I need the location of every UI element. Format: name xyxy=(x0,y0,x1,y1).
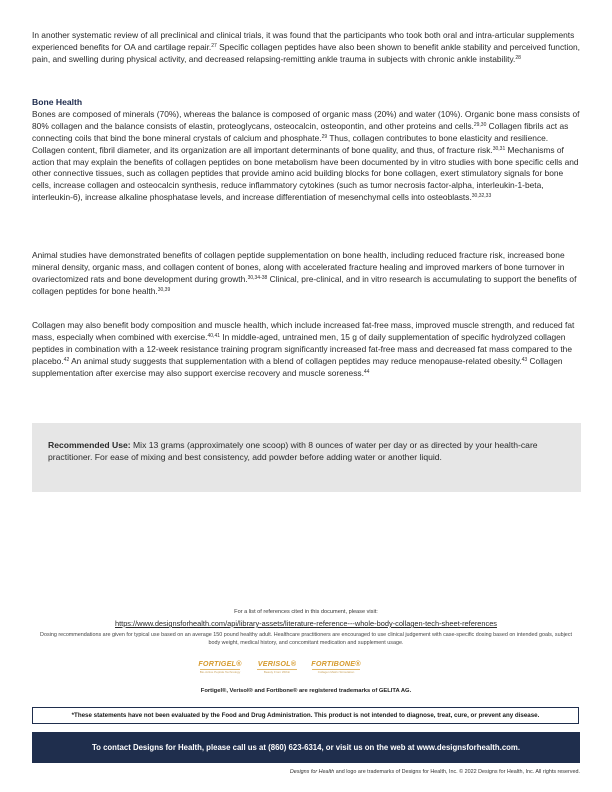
citation: 30,34-38 xyxy=(247,274,268,281)
fortigel-logo: FORTIGEL® Bio-Active Peptide Technology xyxy=(198,659,242,674)
references-link[interactable]: https://www.designsforhealth.com/api/library-assets/literature-reference---whole-body-collagen-tech-sheet-references xyxy=(114,619,498,628)
bone-health-paragraph-2 xyxy=(32,250,580,298)
body-composition-paragraph xyxy=(32,320,580,380)
citation: 30,39 xyxy=(157,286,171,293)
contact-text: To contact Designs for Health, please call us at (860) 623-6314, or visit us on the web at www.designsforhealth.com. xyxy=(91,743,521,752)
bone-text: Thus, collagen contributes to bone elasticity and resilience. Collagen content, fibril diameter, and its organization are all important determinants of bone quality, and thus, of fracture risk. xyxy=(32,132,549,155)
bone-text: Collagen fibrils act as connecting coils that bind the bone mineral crystals of calcium and phosphate. xyxy=(32,120,569,143)
dosing-note: Dosing recommendations are given for typical use based on an average 150 pound healthy adult. Healthcare practitioners are encouraged to use clinical judgement with case-specific dosing based on intended goals, subject body weight, medical history, and concomitant medication and supplement usage. xyxy=(40,632,572,646)
citation: 27 xyxy=(211,42,217,49)
contact-bar xyxy=(32,732,580,763)
recommended-use-text xyxy=(48,439,568,463)
section-heading-bone-health: Bone Health xyxy=(32,97,83,107)
bone-text: Clinical, pre-clinical, and in vitro research is accumulating to support the benefits of collagen peptides for bone health. xyxy=(32,273,577,296)
citation: 43 xyxy=(521,356,528,363)
footer-brand: Designs for Health xyxy=(289,769,335,775)
fda-disclaimer-box xyxy=(32,707,579,724)
trademark-note: Fortigel®, Verisol® and Fortibone® are registered trademarks of GELITA AG. xyxy=(200,688,412,694)
footer-copyright xyxy=(290,769,580,775)
fda-disclaimer-text: *These statements have not been evaluated by the Food and Drug Administration. This product is not intended to diagnose, treat, cure, or prevent any disease. xyxy=(71,712,540,719)
intro-paragraph xyxy=(32,30,580,66)
references-caption: For a list of references cited in this document, please visit: xyxy=(234,609,378,615)
recommended-use-box xyxy=(32,423,581,492)
intro-text-b: Specific collagen peptides have also been shown to benefit ankle stability and perceived function, pain, and swelling during physical activity, and decreased relapsing-remitting ankle trauma in subjects with chronic ankle instability. xyxy=(32,41,580,64)
intro-text-a: In another systematic review of all preclinical and clinical trials, it was found that the participants who took both oral and intra-articular supplements experienced benefits for OA and cartilage repair. xyxy=(32,30,575,52)
footer-rest: and logo are trademarks of Designs for Health, Inc. © 2022 Designs for Health, Inc. All rights reserved. xyxy=(334,769,580,775)
body-comp-text: Collagen may also benefit body composition and muscle health, which include increased fat-free mass, improved muscle strength, and reduced fat mass, especially when combined with exercise. xyxy=(32,320,575,342)
citation: 42 xyxy=(63,356,70,363)
bone-health-section xyxy=(32,97,580,204)
bone-text: Bones are composed of minerals (70%), whereas the balance is composed of organic mass (20%) and water (10%). Organic bone mass consists of 80% collagen and the balance consists of elastin, proteoglycans, osteocalcin, osteopontin, and other proteins and cells. xyxy=(32,108,580,131)
citation: 40,41 xyxy=(207,332,221,339)
body-comp-text: An animal study suggests that supplementation with a blend of collagen peptides may reduce menopause-related obesity. xyxy=(69,355,522,366)
body-comp-text: Collagen supplementation after exercise may also support exercise recovery and muscle soreness. xyxy=(32,355,563,378)
bone-text: Animal studies have demonstrated benefits of collagen peptide supplementation on bone health, including reduced fracture risk, increased bone mineral density, organic mass, and collagen content of bones, along with accelerated fracture healing and improved markers of bone turnover in ovariectomized rats and bone development during growth. xyxy=(32,250,565,284)
ingredient-logos xyxy=(0,659,612,679)
recommended-use-label: Recommended Use: xyxy=(48,440,131,450)
body-comp-text: In middle-aged, untrained men, 15 g of daily supplementation of specific hydrolyzed collagen peptides in combination with a 12-week resistance training program significantly increased fat-free mass and decreased fat mass compared to the placebo. xyxy=(32,331,572,366)
bone-health-paragraph-1 xyxy=(32,109,580,204)
verisol-logo: VERISOL® Beauty From Within xyxy=(257,659,297,674)
citation: 30,31 xyxy=(492,145,506,152)
citation: 29 xyxy=(321,133,328,140)
fortibone-logo: FORTIBONE® Collagen Matrix Stimulation xyxy=(311,659,361,674)
citation: 28 xyxy=(515,54,521,61)
bone-text: Mechanisms of action that may explain the benefits of collagen peptides on bone metabolism have been documented by in vitro studies with bone specific cells and other connective tissues, such as collagen peptides that provide amino acid building blocks for bone collagen, exert stimulatory signals for bone cells, increase collagen and osteocalcin synthesis, reduce inflammatory cytokines (such as tumor necrosis factor-alpha, interleukin-1-beta, interleukin-6), increase alkaline phosphatase levels, and increase differentiation of mesenchymal cells into osteoblasts. xyxy=(32,144,579,203)
recommended-use-body: Mix 13 grams (approximately one scoop) with 8 ounces of water per day or as directed by your health-care practitioner. For ease of mixing and best consistency, add powder before adding water or another liquid. xyxy=(48,440,538,462)
citation: 44 xyxy=(363,368,370,375)
citation: 30,32,33 xyxy=(471,193,492,200)
citation: 29,30 xyxy=(473,121,487,128)
